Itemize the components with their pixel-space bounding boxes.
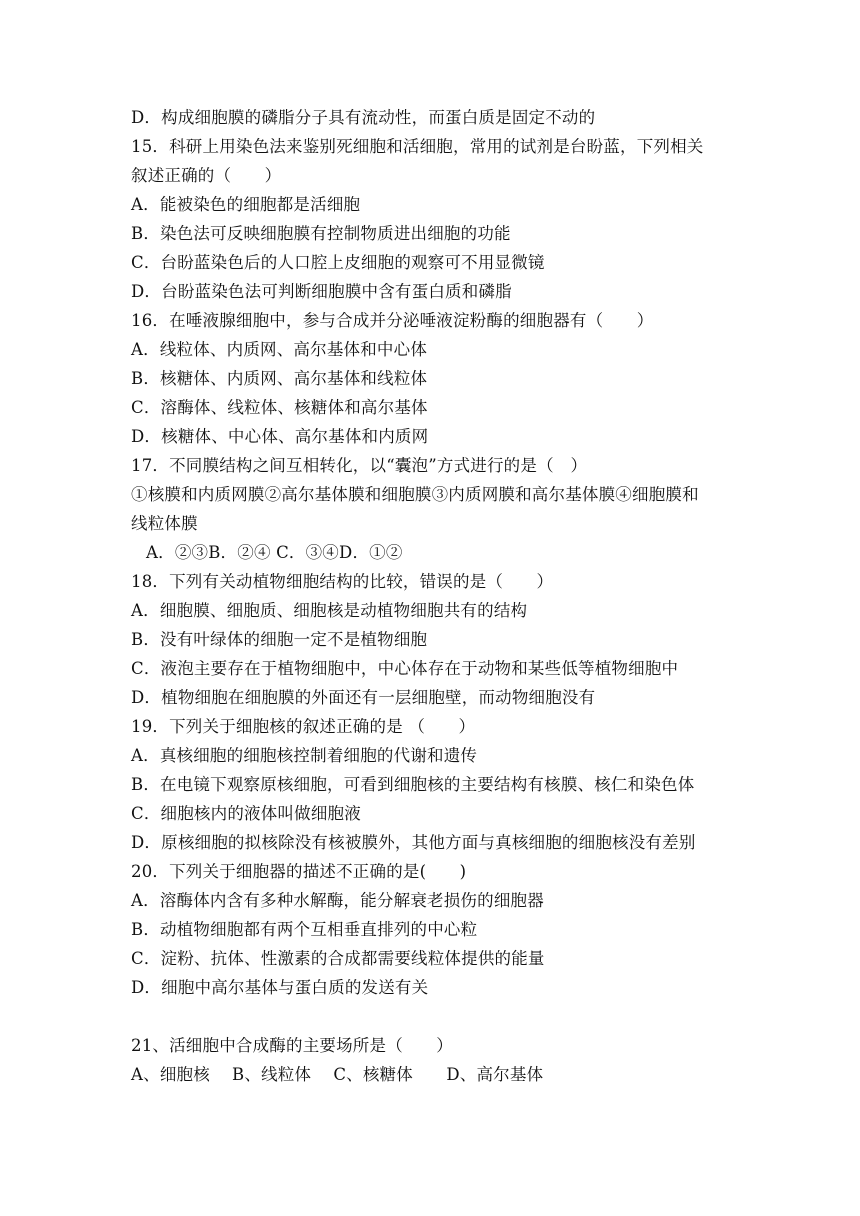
q16-option-d: D．核糖体、中心体、高尔基体和内质网 <box>131 427 429 446</box>
q20-option-c: C．淀粉、抗体、性激素的合成都需要线粒体提供的能量 <box>131 949 545 968</box>
q21-options: A、细胞核 B、线粒体 C、核糖体 D、高尔基体 <box>131 1065 544 1084</box>
q18-stem: 18．下列有关动植物细胞结构的比较，错误的是（ ） <box>131 572 554 591</box>
q15-option-c: C．台盼蓝染色后的人口腔上皮细胞的观察可不用显微镜 <box>131 253 545 272</box>
q20-option-a: A．溶酶体内含有多种水解酶，能分解衰老损伤的细胞器 <box>131 891 544 910</box>
q17-items-cont: 线粒体膜 <box>131 514 198 533</box>
q17-stem: 17．不同膜结构之间互相转化，以“囊泡”方式进行的是（ ） <box>131 456 588 475</box>
q18-option-a: A．细胞膜、细胞质、细胞核是动植物细胞共有的结构 <box>131 601 528 620</box>
q20-option-d: D．细胞中高尔基体与蛋白质的发送有关 <box>131 978 429 997</box>
q14-option-d: D．构成细胞膜的磷脂分子具有流动性，而蛋白质是固定不动的 <box>131 108 596 127</box>
q19-option-d: D．原核细胞的拟核除没有核被膜外，其他方面与真核细胞的细胞核没有差别 <box>131 833 696 852</box>
q16-option-c: C．溶酶体、线粒体、核糖体和高尔基体 <box>131 398 428 417</box>
q16-stem: 16．在唾液腺细胞中，参与合成并分泌唾液淀粉酶的细胞器有（ ） <box>131 311 654 330</box>
q17-items: ①核膜和内质网膜②高尔基体膜和细胞膜③内质网膜和高尔基体膜④细胞膜和 <box>131 485 699 504</box>
q18-option-d: D．植物细胞在细胞膜的外面还有一层细胞壁，而动物细胞没有 <box>131 688 596 707</box>
q15-option-d: D．台盼蓝染色法可判断细胞膜中含有蛋白质和磷脂 <box>131 282 512 301</box>
q15-option-a: A．能被染色的细胞都是活细胞 <box>131 195 361 214</box>
q21-stem: 21、活细胞中合成酶的主要场所是（ ） <box>131 1036 453 1055</box>
q15-stem: 15．科研上用染色法来鉴别死细胞和活细胞，常用的试剂是台盼蓝，下列相关 <box>131 137 704 156</box>
q20-option-b: B．动植物细胞都有两个互相垂直排列的中心粒 <box>131 920 478 939</box>
q16-option-b: B．核糖体、内质网、高尔基体和线粒体 <box>131 369 428 388</box>
q19-stem: 19．下列关于细胞核的叙述正确的是 （ ） <box>131 717 476 736</box>
q19-option-c: C．细胞核内的液体叫做细胞液 <box>131 804 361 823</box>
q15-option-b: B．染色法可反映细胞膜有控制物质进出细胞的功能 <box>131 224 511 243</box>
q16-option-a: A．线粒体、内质网、高尔基体和中心体 <box>131 340 428 359</box>
q18-option-c: C．液泡主要存在于植物细胞中，中心体存在于动物和某些低等植物细胞中 <box>131 659 679 678</box>
q19-option-a: A．真核细胞的细胞核控制着细胞的代谢和遗传 <box>131 746 478 765</box>
q18-option-b: B．没有叶绿体的细胞一定不是植物细胞 <box>131 630 428 649</box>
q19-option-b: B．在电镜下观察原核细胞，可看到细胞核的主要结构有核膜、核仁和染色体 <box>131 775 695 794</box>
q15-stem-cont: 叙述正确的（ ） <box>131 166 282 185</box>
q20-stem: 20．下列关于细胞器的描述不正确的是( ) <box>131 862 467 881</box>
q17-options: A．②③B．②④ C．③④D．①② <box>146 543 403 562</box>
